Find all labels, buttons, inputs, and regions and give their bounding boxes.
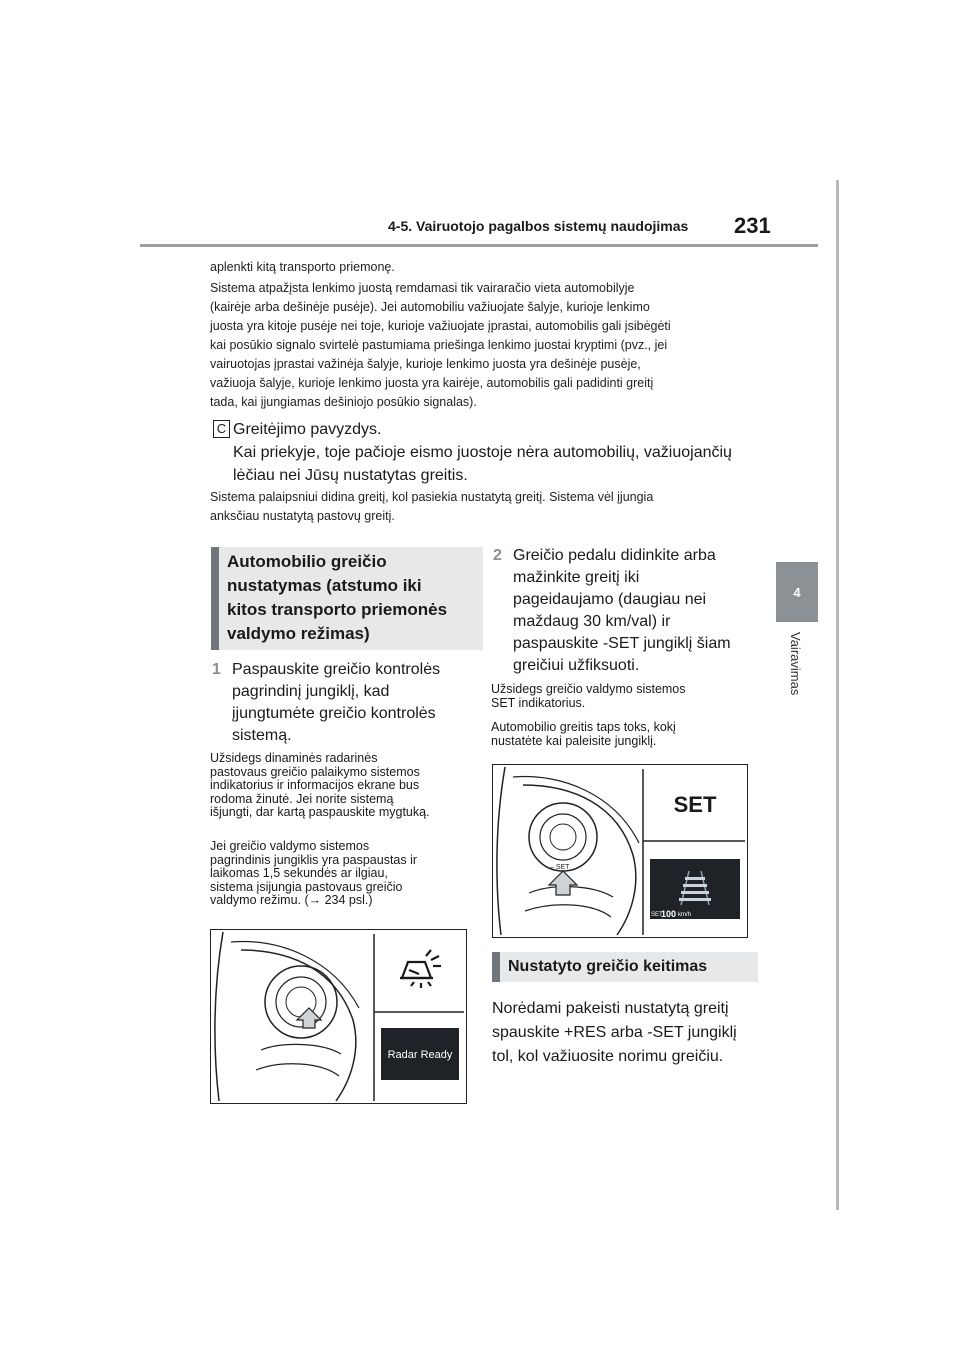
text-line: indikatorius ir informacijos ekrane bus — [210, 778, 420, 792]
text-line: pagrindinis jungiklis yra paspaustas ir — [210, 852, 418, 867]
text-line: Sistema palaipsniui didina greitį, kol pasiekia nustatytą greitį. Sistema vėl įjungia — [210, 490, 654, 504]
example-text — [233, 418, 732, 487]
text-line: kai posūkio signalo svirtelė pastumiama priešinga lenkimo juostai kryptimi (pvz., jei — [210, 338, 668, 352]
text-line: Užsidegs greičio valdymo sistemos — [491, 682, 686, 696]
text-line: Sistema atpažįsta lenkimo juostą remdamasi tik vairaračio vieta automobilyje — [210, 281, 635, 295]
step-1-note-2 — [210, 840, 417, 908]
text-line: paspauskite -SET jungiklį šiam — [513, 635, 731, 652]
steering-switch-illustration — [211, 930, 466, 1103]
step-2-text — [513, 545, 731, 677]
step-1-note-1 — [210, 752, 430, 820]
heading-line: kitos transporto priemonės — [227, 600, 448, 619]
text-line: anksčiau nustatytą pastovų greitį. — [210, 509, 395, 523]
section-header-title: 4-5. Vairuotojo pagalbos sistemų naudojimas — [388, 218, 689, 234]
text-line: nustatėte kai paleisite jungiklį. — [491, 733, 657, 748]
text-line: laikomas 1,5 sekundės ar ilgiau, — [210, 866, 388, 880]
text-line: pageidaujamo (daugiau nei — [513, 591, 707, 608]
text-line: pagrindinį jungiklį, kad — [232, 683, 390, 700]
text-line: tada, kai įjungiamas dešiniojo posūkio signalas). — [210, 395, 477, 409]
text-line: išjungti, dar kartą paspauskite mygtuką. — [210, 805, 430, 819]
text-line: Automobilio greitis taps toks, kokį — [491, 720, 676, 734]
chapter-label-text: Vairavimas — [788, 632, 803, 696]
page-number: 231 — [734, 213, 771, 238]
text-line: valdymo režimu. (→ 234 psl.) — [210, 893, 373, 907]
heading-line: valdymo režimas) — [227, 624, 370, 643]
header-divider — [140, 244, 818, 247]
heading-line: nustatymas (atstumo iki — [227, 576, 422, 595]
step-2-number: 2 — [493, 547, 502, 564]
text-line: Užsidegs dinaminės radarinės — [210, 751, 378, 765]
text-line: lėčiau nei Jūsų nustatytas greitis. — [233, 467, 468, 484]
text-line: Norėdami pakeisti nustatytą greitį — [492, 1000, 729, 1017]
step-2-note-2 — [491, 721, 676, 748]
set-switch-illustration — [493, 765, 747, 937]
text-line: greičiui užfiksuoti. — [513, 657, 640, 674]
text-line: Greitėjimo pavyzdys. — [233, 421, 382, 438]
intro-line: aplenkti kitą transporto priemonę. — [210, 260, 395, 274]
display-set-label: SET — [651, 912, 663, 918]
step-1-number: 1 — [212, 661, 221, 678]
example-note — [210, 488, 653, 526]
step-2-note-1 — [491, 683, 686, 710]
text-line: pastovaus greičio palaikymo sistemos — [210, 764, 420, 779]
set-switch-label: – SET — [550, 864, 570, 871]
text-line: Kai priekyje, toje pačioje eismo juostoje nėra automobilių, važiuojančių — [233, 444, 732, 461]
text-line: Greičio pedalu didinkite arba — [513, 547, 716, 564]
chapter-tab: 4 — [776, 562, 818, 622]
change-speed-text — [492, 997, 737, 1069]
section-heading-change-speed: Nustatyto greičio keitimas — [492, 952, 758, 982]
set-indicator: SET — [673, 792, 717, 817]
display-speed-value: 100 — [661, 909, 677, 919]
radar-cruise-icon — [400, 950, 441, 988]
heading-line: Automobilio greičio — [227, 552, 387, 571]
text-line: sistemą. — [232, 727, 292, 744]
display-message: Radar Ready — [387, 1049, 453, 1061]
figure-set-switch — [492, 764, 748, 938]
figure-main-switch — [210, 929, 467, 1104]
section-heading-speed-setting — [211, 547, 483, 650]
text-line: Paspauskite greičio kontrolės — [232, 661, 441, 678]
text-line: maždaug 30 km/val) ir — [513, 613, 671, 630]
text-line: spauskite +RES arba -SET jungiklį — [492, 1024, 737, 1041]
text-line: Jei greičio valdymo sistemos — [210, 839, 370, 853]
side-divider — [836, 180, 839, 1210]
display-speed-unit: km/h — [678, 912, 692, 918]
text-line: SET indikatorius. — [491, 695, 586, 710]
text-line: mažinkite greitį iki — [513, 569, 640, 586]
step-1-text — [232, 659, 440, 747]
text-line: rodoma žinutė. Jei norite sistemą — [210, 791, 394, 806]
chapter-label — [780, 632, 814, 732]
text-line: vairuotojas įprastai važinėja šalyje, kurioje lenkimo juosta yra dešinėje pusėje, — [210, 357, 641, 371]
example-badge: C — [213, 420, 230, 438]
text-line: juosta yra kitoje pusėje nei toje, kurioje važiuojate įprastai, automobilis gali įsibėgėti — [210, 319, 671, 333]
text-line: važiuoja šalyje, kurioje lenkimo juosta yra kairėje, automobilis gali padidinti greitį — [210, 376, 654, 390]
intro-paragraph — [210, 279, 671, 412]
text-line: tol, kol važiuosite norimu greičiu. — [492, 1048, 724, 1065]
text-line: įjungtumėte greičio kontrolės — [232, 705, 436, 722]
text-line: (kairėje arba dešinėje pusėje). Jei automobiliu važiuojate šalyje, kurioje lenkimo — [210, 300, 650, 314]
text-line: sistema įsijungia pastovaus greičio — [210, 879, 403, 894]
